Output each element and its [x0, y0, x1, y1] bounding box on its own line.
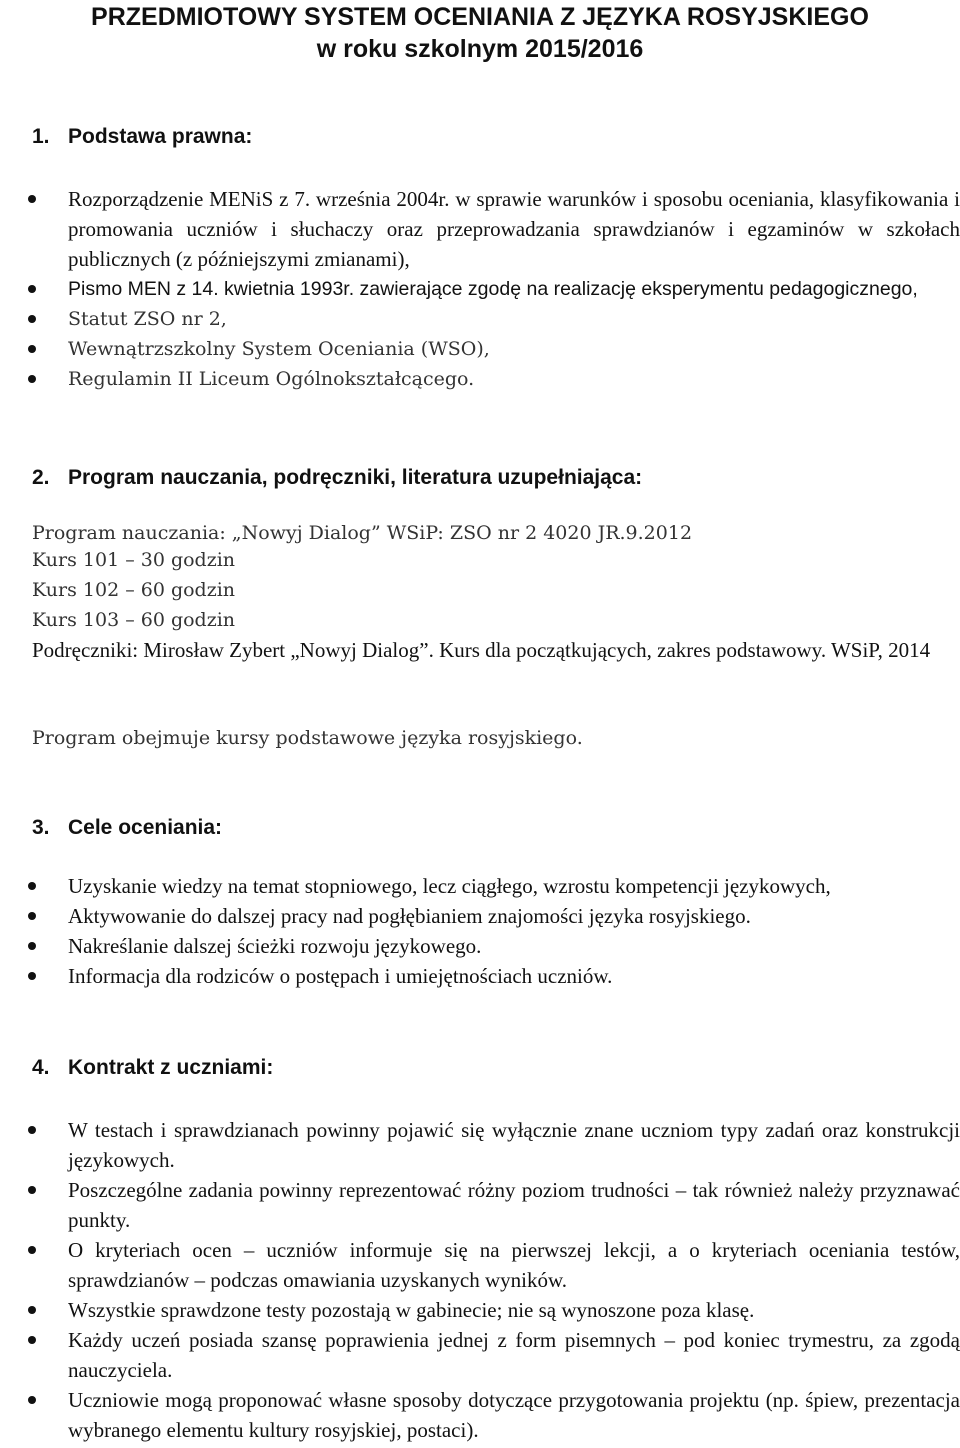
- list-item: [0, 184, 960, 274]
- list-item: [0, 1235, 960, 1295]
- assessment-goals-list: [0, 871, 960, 991]
- section-3-heading: [32, 813, 222, 843]
- list-item: [0, 334, 960, 364]
- bullet-icon: [28, 375, 36, 383]
- section-2-number: 2.: [32, 466, 50, 489]
- bullet-icon: [28, 912, 36, 920]
- legal-basis-list: [0, 184, 960, 394]
- section-2-title: Program nauczania, podręczniki, literatura uzupełniająca:: [68, 466, 643, 489]
- list-item-text: Pismo MEN z 14. kwietnia 1993r. zawierające zgodę na realizację eksperymentu pedagogicznego,: [68, 278, 918, 300]
- list-item-text: O kryteriach ocen – uczniów informuje się na pierwszej lekcji, a o kryteriach oceniania testów, sprawdzianów – podczas omawiania uzyskanych wyników.: [68, 1238, 960, 1292]
- list-item: [0, 931, 960, 961]
- list-item-text: Uzyskanie wiedzy na temat stopniowego, lecz ciągłego, wzrostu kompetencji językowych,: [68, 874, 831, 898]
- list-item-text: Regulamin II Liceum Ogólnokształcącego.: [68, 368, 475, 390]
- section-4-number: 4.: [32, 1056, 50, 1079]
- bullet-icon: [28, 942, 36, 950]
- list-item: [0, 1325, 960, 1385]
- section-3-title: Cele oceniania:: [68, 816, 223, 839]
- section-4-title: Kontrakt z uczniami:: [68, 1056, 274, 1079]
- list-item-text: Uczniowie mogą proponować własne sposoby dotyczące przygotowania projektu (np. śpiew, prezentacja wybranego elementu kultury rosyjskiej, postaci).: [68, 1388, 960, 1442]
- section-1-title: Podstawa prawna:: [68, 125, 253, 148]
- list-item: [0, 871, 960, 901]
- list-item-text: Poszczególne zadania powinny reprezentować różny poziom trudności – tak również należy przyznawać punkty.: [68, 1178, 960, 1232]
- list-item-text: Wszystkie sprawdzone testy pozostają w gabinecie; nie są wynoszone poza klasę.: [68, 1298, 755, 1322]
- list-item-text: Nakreślanie dalszej ścieżki rozwoju językowego.: [68, 934, 482, 958]
- bullet-icon: [28, 1306, 36, 1314]
- list-item-text: Każdy uczeń posiada szansę poprawienia jednej z form pisemnych – pod koniec trymestru, za zgodą nauczyciela.: [68, 1328, 960, 1382]
- course-102: Kurs 102 – 60 godzin: [32, 579, 236, 601]
- list-item: [0, 1175, 960, 1235]
- bullet-icon: [28, 972, 36, 980]
- list-item: [0, 274, 960, 304]
- list-item: [0, 304, 960, 334]
- section-4-heading: [32, 1053, 273, 1083]
- document-title: PRZEDMIOTOWY SYSTEM OCENIANIA Z JĘZYKA ROSYJSKIEGO: [91, 3, 869, 31]
- list-item: [0, 961, 960, 991]
- program-line: Program nauczania: „Nowyj Dialog” WSiP: ZSO nr 2 4020 JR.9.2012: [32, 522, 693, 544]
- bullet-icon: [28, 882, 36, 890]
- course-101: Kurs 101 – 30 godzin: [32, 549, 236, 571]
- list-item: [0, 1385, 960, 1445]
- section-2-heading: [32, 463, 642, 493]
- program-scope-line: Program obejmuje kursy podstawowe języka rosyjskiego.: [32, 727, 583, 749]
- list-item-text: Statut ZSO nr 2,: [68, 308, 227, 330]
- list-item: [0, 901, 960, 931]
- course-103: Kurs 103 – 60 godzin: [32, 609, 236, 631]
- list-item-text: Informacja dla rodziców o postępach i umiejętnościach uczniów.: [68, 964, 613, 988]
- list-item-text: Rozporządzenie MENiS z 7. września 2004r. w sprawie warunków i sposobu oceniania, klasyfikowania i promowania uczniów i słuchaczy oraz przeprowadzania sprawdzianów i egzaminów w szkołach publicznych (z późniejszymi zmianami),: [68, 187, 960, 271]
- list-item-text: Aktywowanie do dalszej pracy nad pogłębianiem znajomości języka rosyjskiego.: [68, 904, 751, 928]
- bullet-icon: [28, 195, 36, 203]
- document-subtitle: w roku szkolnym 2015/2016: [316, 35, 644, 63]
- list-item-text: W testach i sprawdzianach powinny pojawić się wyłącznie znane uczniom typy zadań oraz konstrukcji językowych.: [68, 1118, 960, 1172]
- list-item: [0, 1115, 960, 1175]
- textbooks-line: Podręczniki: Mirosław Zybert „Nowyj Dialog”. Kurs dla początkujących, zakres podstawowy. WSiP, 2014: [32, 638, 931, 662]
- section-1-number: 1.: [32, 125, 50, 148]
- bullet-icon: [28, 1336, 36, 1344]
- section-3-number: 3.: [32, 816, 50, 839]
- bullet-icon: [28, 285, 36, 293]
- bullet-icon: [28, 315, 36, 323]
- list-item-text: Wewnątrzszkolny System Oceniania (WSO),: [68, 338, 490, 360]
- student-contract-list: [0, 1115, 960, 1445]
- bullet-icon: [28, 1246, 36, 1254]
- list-item: [0, 364, 960, 394]
- section-1-heading: [32, 122, 252, 152]
- bullet-icon: [28, 1186, 36, 1194]
- bullet-icon: [28, 345, 36, 353]
- bullet-icon: [28, 1126, 36, 1134]
- bullet-icon: [28, 1396, 36, 1404]
- list-item: [0, 1295, 960, 1325]
